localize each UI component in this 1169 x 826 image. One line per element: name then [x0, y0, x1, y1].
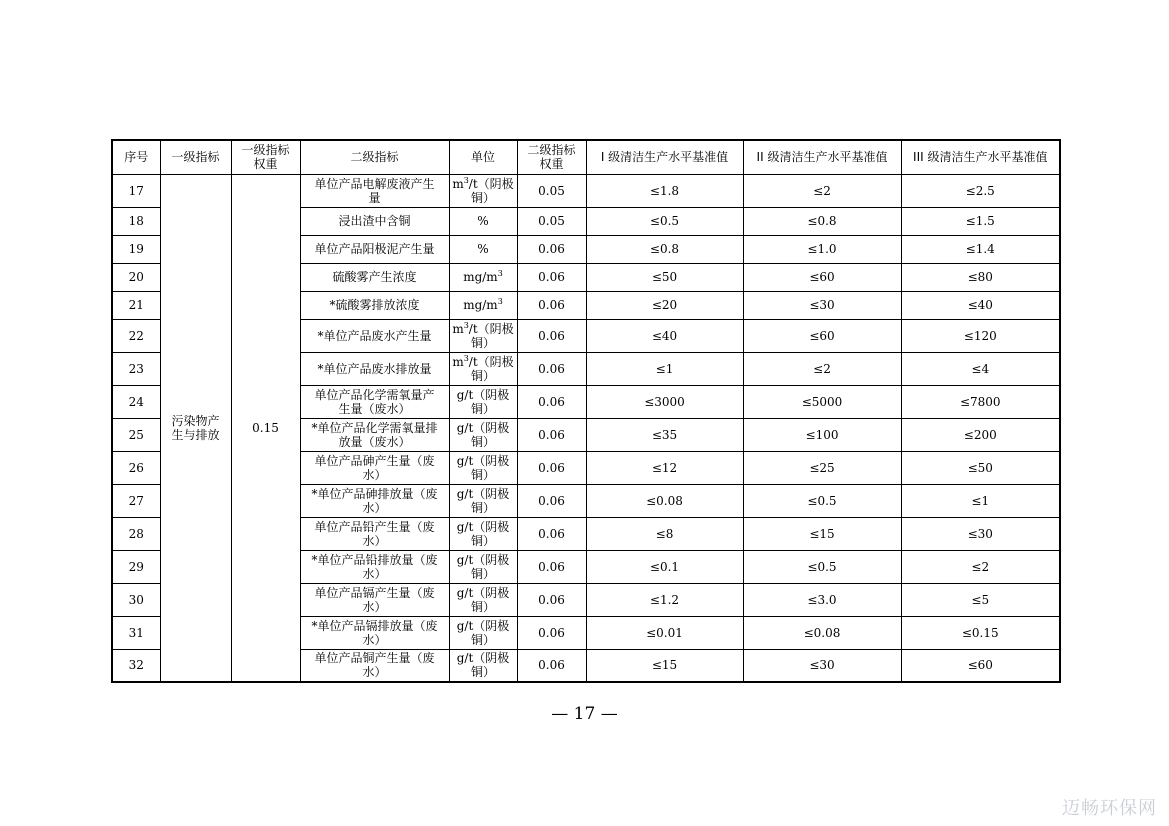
table-row [112, 174, 1060, 207]
row-seq: 29 [112, 550, 160, 583]
unit-text: g/t（阴极 [456, 420, 510, 435]
unit-line1 [452, 586, 515, 600]
unit-cell [449, 235, 517, 263]
second-level-indicator [300, 616, 449, 649]
unit-line1 [452, 520, 515, 534]
level3-value: ≤7800 [901, 385, 1060, 418]
page-number: — 17 — [551, 704, 618, 724]
level1-value: ≤0.1 [586, 550, 743, 583]
second-level-indicator [300, 263, 449, 291]
unit-cell [449, 418, 517, 451]
unit-line1 [452, 214, 515, 228]
unit-superscript: 3 [463, 175, 469, 185]
second-level-indicator [300, 418, 449, 451]
level3-value: ≤60 [901, 649, 1060, 682]
unit-text: g/t（阴极 [456, 453, 510, 468]
second-level-weight: 0.06 [517, 616, 586, 649]
unit-line1 [452, 619, 515, 633]
level3-value: ≤0.15 [901, 616, 1060, 649]
level1-value: ≤1 [586, 352, 743, 385]
unit-line1 [452, 270, 515, 284]
row-seq: 19 [112, 235, 160, 263]
header-second-weight [517, 140, 586, 174]
level2-value: ≤1.0 [743, 235, 901, 263]
level1-value: ≤0.08 [586, 484, 743, 517]
indicator-line2: 水） [362, 632, 387, 647]
level2-value: ≤15 [743, 517, 901, 550]
unit-line2: 铜） [470, 190, 495, 205]
unit-cell [449, 616, 517, 649]
indicator-line2: 水） [362, 467, 387, 482]
level3-value: ≤1.5 [901, 207, 1060, 235]
level2-value: ≤60 [743, 319, 901, 352]
unit-prefix: m [452, 354, 464, 369]
header-unit: 单位 [449, 140, 517, 174]
second-level-indicator [300, 319, 449, 352]
second-level-weight: 0.05 [517, 174, 586, 207]
row-seq: 17 [112, 174, 160, 207]
unit-line2: 铜） [470, 368, 495, 383]
header-level1: I 级清洁生产水平基准值 [586, 140, 743, 174]
indicator-line2: 水） [362, 599, 387, 614]
unit-text: g/t（阴极 [456, 585, 510, 600]
level1-value: ≤20 [586, 291, 743, 319]
level1-value: ≤0.01 [586, 616, 743, 649]
unit-cell [449, 517, 517, 550]
unit-cell [449, 352, 517, 385]
indicator-line1: *单位产品镉排放量（废 [311, 618, 438, 633]
level2-value: ≤30 [743, 291, 901, 319]
indicator-line1: 硫酸雾产生浓度 [332, 270, 417, 284]
unit-cell [449, 291, 517, 319]
unit-superscript: 3 [497, 269, 503, 278]
level3-value: ≤2 [901, 550, 1060, 583]
indicator-line1: *单位产品铅排放量（废 [311, 552, 438, 567]
indicator-line2: 水） [362, 665, 387, 680]
second-level-weight: 0.06 [517, 385, 586, 418]
unit-text: g/t（阴极 [456, 651, 510, 666]
second-level-weight: 0.06 [517, 418, 586, 451]
second-level-weight: 0.06 [517, 484, 586, 517]
level1-value: ≤8 [586, 517, 743, 550]
unit-line2: 铜） [470, 335, 495, 350]
unit-line2: 铜） [470, 566, 495, 581]
row-seq: 25 [112, 418, 160, 451]
level3-value: ≤50 [901, 451, 1060, 484]
unit-text: g/t（阴极 [456, 552, 510, 567]
second-level-indicator [300, 291, 449, 319]
level3-value: ≤2.5 [901, 174, 1060, 207]
second-level-indicator [300, 235, 449, 263]
level2-value: ≤0.08 [743, 616, 901, 649]
level1-value: ≤15 [586, 649, 743, 682]
level3-value: ≤4 [901, 352, 1060, 385]
indicator-line1: 单位产品化学需氧量产 [314, 387, 435, 402]
level1-value: ≤0.8 [586, 235, 743, 263]
second-level-indicator [300, 550, 449, 583]
unit-line1 [452, 298, 515, 312]
second-level-weight: 0.06 [517, 291, 586, 319]
level2-value: ≤2 [743, 174, 901, 207]
second-level-weight: 0.06 [517, 319, 586, 352]
unit-cell [449, 207, 517, 235]
unit-prefix: m [452, 321, 464, 336]
unit-prefix: % [477, 214, 489, 228]
second-level-weight: 0.06 [517, 235, 586, 263]
level1-value: ≤1.2 [586, 583, 743, 616]
level2-value: ≤60 [743, 263, 901, 291]
header-seq: 序号 [112, 140, 160, 174]
unit-cell [449, 550, 517, 583]
unit-text: /t（阴极 [468, 176, 514, 191]
level3-value: ≤200 [901, 418, 1060, 451]
indicator-line1: 单位产品电解废液产生 [314, 176, 435, 191]
level1-value: ≤40 [586, 319, 743, 352]
indicator-line1: 单位产品砷产生量（废 [314, 453, 435, 468]
row-seq: 31 [112, 616, 160, 649]
unit-cell [449, 263, 517, 291]
unit-line2: 铜） [470, 533, 495, 548]
row-seq: 27 [112, 484, 160, 517]
unit-line1 [452, 553, 515, 567]
unit-superscript: 3 [497, 297, 503, 306]
indicator-line1: *单位产品化学需氧量排 [311, 420, 438, 435]
unit-cell [449, 583, 517, 616]
level2-value: ≤3.0 [743, 583, 901, 616]
second-level-indicator [300, 649, 449, 682]
second-level-indicator [300, 352, 449, 385]
header-first-weight-line2: 权重 [253, 157, 278, 172]
level3-value: ≤5 [901, 583, 1060, 616]
header-first-weight [231, 140, 300, 174]
unit-line1 [452, 487, 515, 501]
second-level-indicator [300, 583, 449, 616]
row-seq: 21 [112, 291, 160, 319]
unit-line1 [452, 388, 515, 402]
row-seq: 24 [112, 385, 160, 418]
row-seq: 22 [112, 319, 160, 352]
row-seq: 20 [112, 263, 160, 291]
unit-cell [449, 484, 517, 517]
level2-value: ≤2 [743, 352, 901, 385]
indicator-line2: 生量（废水） [338, 401, 411, 416]
indicator-line1: *硫酸雾排放浓度 [329, 298, 420, 312]
second-level-indicator [300, 207, 449, 235]
first-level-line2: 生与排放 [171, 427, 220, 442]
row-seq: 32 [112, 649, 160, 682]
unit-superscript: 3 [463, 353, 469, 363]
header-first-weight-line1: 一级指标 [241, 143, 290, 158]
level2-value: ≤5000 [743, 385, 901, 418]
second-level-indicator [300, 451, 449, 484]
indicator-line2: 水） [362, 500, 387, 515]
header-level2: II 级清洁生产水平基准值 [743, 140, 901, 174]
first-level-indicator [160, 174, 231, 682]
indicator-line1: 单位产品阳极泥产生量 [314, 242, 435, 256]
unit-line1 [452, 454, 515, 468]
unit-prefix: mg/m [463, 270, 498, 284]
header-second-weight-line2: 权重 [539, 157, 564, 172]
second-level-weight: 0.06 [517, 550, 586, 583]
indicator-line1: 单位产品铅产生量（废 [314, 519, 435, 534]
row-seq: 18 [112, 207, 160, 235]
unit-line1 [452, 177, 515, 191]
second-level-weight: 0.06 [517, 649, 586, 682]
row-seq: 28 [112, 517, 160, 550]
indicator-line1: *单位产品砷排放量（废 [311, 486, 438, 501]
level3-value: ≤1 [901, 484, 1060, 517]
table-header [112, 140, 1060, 174]
unit-line2: 铜） [470, 467, 495, 482]
unit-line2: 铜） [470, 401, 495, 416]
row-seq: 23 [112, 352, 160, 385]
table-body [112, 174, 1060, 682]
level3-value: ≤30 [901, 517, 1060, 550]
unit-prefix: % [477, 242, 489, 256]
level2-value: ≤0.5 [743, 484, 901, 517]
first-level-weight: 0.15 [231, 174, 300, 682]
row-seq: 26 [112, 451, 160, 484]
unit-superscript: 3 [463, 320, 469, 330]
watermark: 迈畅环保网 [1062, 798, 1157, 819]
indicator-line2: 水） [362, 566, 387, 581]
indicator-line1: 单位产品铜产生量（废 [314, 651, 435, 666]
unit-line2: 铜） [470, 434, 495, 449]
indicator-line2: 放量（废水） [338, 434, 411, 449]
unit-line2: 铜） [470, 665, 495, 680]
header-second-level: 二级指标 [300, 140, 449, 174]
level3-value: ≤1.4 [901, 235, 1060, 263]
unit-cell [449, 649, 517, 682]
level3-value: ≤40 [901, 291, 1060, 319]
second-level-indicator [300, 517, 449, 550]
level1-value: ≤35 [586, 418, 743, 451]
unit-text: g/t（阴极 [456, 618, 510, 633]
second-level-indicator [300, 385, 449, 418]
second-level-weight: 0.06 [517, 352, 586, 385]
unit-text: g/t（阴极 [456, 486, 510, 501]
level1-value: ≤12 [586, 451, 743, 484]
second-level-indicator [300, 174, 449, 207]
indicator-line1: 单位产品镉产生量（废 [314, 585, 435, 600]
unit-line1 [452, 651, 515, 665]
unit-cell [449, 319, 517, 352]
level1-value: ≤50 [586, 263, 743, 291]
row-seq: 30 [112, 583, 160, 616]
unit-line1 [452, 421, 515, 435]
unit-text: g/t（阴极 [456, 387, 510, 402]
level1-value: ≤0.5 [586, 207, 743, 235]
second-level-weight: 0.06 [517, 263, 586, 291]
first-level-line1: 污染物产 [171, 413, 220, 428]
indicator-line2: 水） [362, 533, 387, 548]
unit-line1 [452, 322, 515, 336]
second-level-weight: 0.05 [517, 207, 586, 235]
unit-line2: 铜） [470, 599, 495, 614]
standard-table [111, 139, 1061, 683]
level2-value: ≤0.8 [743, 207, 901, 235]
indicator-line1: *单位产品废水产生量 [317, 328, 432, 343]
second-level-weight: 0.06 [517, 451, 586, 484]
level3-value: ≤120 [901, 319, 1060, 352]
header-level3: III 级清洁生产水平基准值 [901, 140, 1060, 174]
level1-value: ≤3000 [586, 385, 743, 418]
header-first-level: 一级指标 [160, 140, 231, 174]
level1-value: ≤1.8 [586, 174, 743, 207]
unit-prefix: mg/m [463, 298, 498, 312]
indicator-line1: *单位产品废水排放量 [317, 361, 432, 376]
unit-text: /t（阴极 [468, 321, 514, 336]
level2-value: ≤0.5 [743, 550, 901, 583]
indicator-line2: 量 [368, 190, 381, 205]
level2-value: ≤30 [743, 649, 901, 682]
level2-value: ≤25 [743, 451, 901, 484]
second-level-weight: 0.06 [517, 517, 586, 550]
unit-text: /t（阴极 [468, 354, 514, 369]
unit-line1 [452, 242, 515, 256]
level3-value: ≤80 [901, 263, 1060, 291]
unit-cell [449, 174, 517, 207]
unit-text: g/t（阴极 [456, 519, 510, 534]
unit-line2: 铜） [470, 500, 495, 515]
unit-line2: 铜） [470, 632, 495, 647]
unit-cell [449, 385, 517, 418]
indicator-line1: 浸出渣中含铜 [338, 214, 411, 228]
unit-line1 [452, 355, 515, 369]
level2-value: ≤100 [743, 418, 901, 451]
unit-cell [449, 451, 517, 484]
unit-prefix: m [452, 176, 464, 191]
header-second-weight-line1: 二级指标 [527, 143, 576, 158]
second-level-indicator [300, 484, 449, 517]
second-level-weight: 0.06 [517, 583, 586, 616]
